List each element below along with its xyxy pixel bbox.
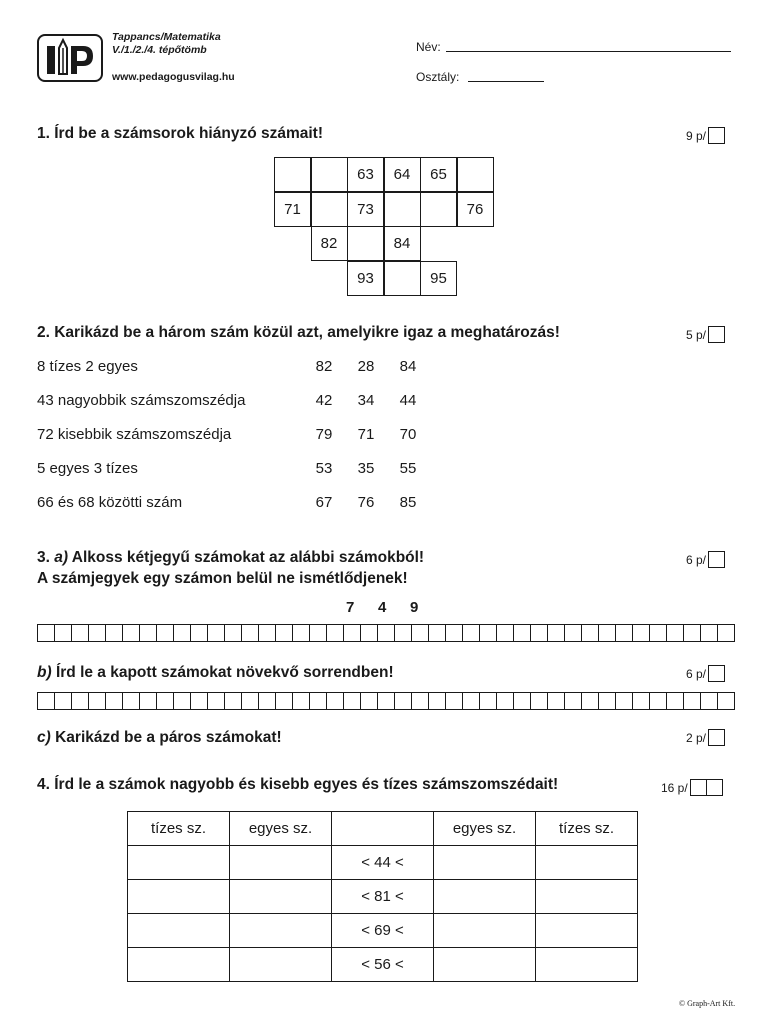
q1-empty-cell[interactable]	[311, 157, 348, 192]
q2-option[interactable]: 44	[399, 392, 417, 409]
answer-cell[interactable]	[230, 948, 332, 982]
answer-cell[interactable]	[666, 624, 684, 642]
answer-cell[interactable]	[428, 692, 446, 710]
name-field[interactable]	[446, 51, 731, 52]
q3-number: 3.	[37, 549, 50, 566]
q2-option[interactable]: 82	[315, 358, 333, 375]
answer-cell[interactable]	[360, 692, 378, 710]
q3b-title	[37, 664, 394, 682]
answer-cell[interactable]	[128, 948, 230, 982]
q3a-answer-cells[interactable]	[37, 624, 734, 642]
answer-cell[interactable]	[37, 692, 55, 710]
q1-number-cell: 71	[274, 192, 311, 227]
q4-middle-cell: < 81 <	[332, 880, 434, 914]
answer-cell[interactable]	[105, 624, 123, 642]
answer-cell[interactable]	[434, 880, 536, 914]
q4-header-cell: tízes sz.	[128, 812, 230, 846]
answer-cell[interactable]	[258, 624, 276, 642]
answer-cell[interactable]	[479, 624, 497, 642]
answer-cell[interactable]	[496, 692, 514, 710]
answer-cell[interactable]	[54, 692, 72, 710]
q1-number-cell: 63	[347, 157, 384, 192]
answer-cell[interactable]	[88, 692, 106, 710]
q3b-letter: b)	[37, 664, 52, 681]
answer-cell[interactable]	[128, 846, 230, 880]
q1-number-cell: 73	[347, 192, 384, 227]
q4-header-cell: egyes sz.	[230, 812, 332, 846]
answer-cell[interactable]	[128, 880, 230, 914]
answer-cell[interactable]	[173, 692, 191, 710]
q1-number-cell: 84	[384, 226, 421, 261]
answer-cell[interactable]	[105, 692, 123, 710]
answer-cell[interactable]	[275, 624, 293, 642]
copyright: © Graph-Art Kft.	[679, 999, 736, 1008]
answer-cell[interactable]	[394, 692, 412, 710]
answer-cell[interactable]	[230, 880, 332, 914]
q3a-line2: A számjegyek egy számon belül ne ismétlődjenek!	[37, 570, 408, 587]
answer-cell[interactable]	[190, 624, 208, 642]
header-booklet: V./1./2./4. tépőtömb	[112, 44, 207, 56]
q1-number-cell: 76	[457, 192, 494, 227]
answer-cell[interactable]	[88, 624, 106, 642]
answer-cell[interactable]	[445, 624, 463, 642]
answer-cell[interactable]	[139, 692, 157, 710]
q2-points-label: 5 p/	[686, 327, 707, 342]
answer-cell[interactable]	[496, 624, 514, 642]
answer-cell[interactable]	[394, 624, 412, 642]
q1-number-cell: 82	[311, 226, 348, 261]
q3c-title	[37, 729, 282, 747]
answer-cell[interactable]	[536, 948, 638, 982]
answer-cell[interactable]	[139, 624, 157, 642]
answer-cell[interactable]	[530, 692, 548, 710]
answer-cell[interactable]	[156, 692, 174, 710]
publisher-logo	[37, 34, 103, 82]
answer-cell[interactable]	[207, 692, 225, 710]
answer-cell[interactable]	[122, 624, 140, 642]
answer-cell[interactable]	[547, 692, 565, 710]
answer-cell[interactable]	[360, 624, 378, 642]
q1-empty-cell[interactable]	[420, 192, 457, 227]
q1-empty-cell[interactable]	[311, 192, 348, 227]
q3b-points	[686, 665, 725, 682]
q2-option[interactable]: 35	[357, 460, 375, 477]
q2-points	[686, 326, 725, 343]
q3b-answer-cells[interactable]	[37, 692, 734, 710]
answer-cell[interactable]	[309, 692, 327, 710]
q2-statement: 72 kisebbik számszomszédja	[37, 426, 232, 443]
q4-middle-cell: < 44 <	[332, 846, 434, 880]
answer-cell[interactable]	[536, 914, 638, 948]
q2-option[interactable]: 76	[357, 494, 375, 511]
answer-cell[interactable]	[292, 624, 310, 642]
answer-cell[interactable]	[513, 624, 531, 642]
q3a-title	[37, 549, 424, 567]
answer-cell[interactable]	[683, 624, 701, 642]
answer-cell[interactable]	[434, 948, 536, 982]
q3a-points-label: 6 p/	[686, 552, 707, 567]
answer-cell[interactable]	[462, 624, 480, 642]
q4-row	[128, 948, 638, 982]
answer-cell[interactable]	[71, 624, 89, 642]
answer-cell[interactable]	[649, 624, 667, 642]
q2-score-box[interactable]	[708, 326, 725, 343]
q4-row	[128, 880, 638, 914]
answer-cell[interactable]	[411, 624, 429, 642]
answer-cell[interactable]	[224, 692, 242, 710]
answer-cell[interactable]	[207, 624, 225, 642]
answer-cell[interactable]	[309, 624, 327, 642]
answer-cell[interactable]	[190, 692, 208, 710]
answer-cell[interactable]	[377, 624, 395, 642]
answer-cell[interactable]	[632, 692, 650, 710]
answer-cell[interactable]	[128, 914, 230, 948]
q1-number-cell: 65	[420, 157, 457, 192]
q3a-line1: Alkoss kétjegyű számokat az alábbi számokból!	[71, 549, 425, 566]
q2-option[interactable]: 53	[315, 460, 333, 477]
answer-cell[interactable]	[428, 624, 446, 642]
answer-cell[interactable]	[564, 624, 582, 642]
answer-cell[interactable]	[564, 692, 582, 710]
answer-cell[interactable]	[258, 692, 276, 710]
answer-cell[interactable]	[598, 692, 616, 710]
class-field[interactable]	[468, 81, 544, 82]
answer-cell[interactable]	[122, 692, 140, 710]
answer-cell[interactable]	[54, 624, 72, 642]
answer-cell[interactable]	[649, 692, 667, 710]
digit-1: 7	[346, 599, 355, 616]
q2-option[interactable]: 28	[357, 358, 375, 375]
answer-cell[interactable]	[479, 692, 497, 710]
answer-cell[interactable]	[717, 692, 735, 710]
class-label: Osztály:	[416, 70, 460, 84]
answer-cell[interactable]	[241, 692, 259, 710]
q1-empty-cell[interactable]	[384, 261, 421, 296]
name-label: Név:	[416, 40, 441, 54]
q4-row	[128, 846, 638, 880]
q1-empty-cell[interactable]	[347, 226, 384, 261]
q4-score-box-2[interactable]	[706, 779, 723, 796]
q4-score-box-1[interactable]	[690, 779, 707, 796]
q1-empty-cell[interactable]	[457, 157, 494, 192]
answer-cell[interactable]	[615, 692, 633, 710]
answer-cell[interactable]	[173, 624, 191, 642]
q4-header-cell: egyes sz.	[434, 812, 536, 846]
q2-option[interactable]: 55	[399, 460, 417, 477]
q4-middle-cell: < 56 <	[332, 948, 434, 982]
answer-cell[interactable]	[581, 624, 599, 642]
q3a-letter: a)	[54, 549, 69, 566]
answer-cell[interactable]	[700, 692, 718, 710]
answer-cell[interactable]	[434, 914, 536, 948]
q1-points-label: 9 p/	[686, 128, 707, 143]
answer-cell[interactable]	[343, 692, 361, 710]
answer-cell[interactable]	[513, 692, 531, 710]
q4-points	[661, 779, 723, 796]
answer-cell[interactable]	[377, 692, 395, 710]
answer-cell[interactable]	[445, 692, 463, 710]
answer-cell[interactable]	[292, 692, 310, 710]
q3c-points	[686, 729, 725, 746]
answer-cell[interactable]	[547, 624, 565, 642]
q2-option[interactable]: 34	[357, 392, 375, 409]
answer-cell[interactable]	[37, 624, 55, 642]
q2-option[interactable]: 79	[315, 426, 333, 443]
q4-table	[127, 811, 638, 982]
answer-cell[interactable]	[462, 692, 480, 710]
q4-title: 4. Írd le a számok nagyobb és kisebb egyes és tízes számszomszédait!	[37, 776, 559, 793]
q2-statement: 66 és 68 közötti szám	[37, 494, 183, 511]
q4-header-cell: tízes sz.	[536, 812, 638, 846]
answer-cell[interactable]	[71, 692, 89, 710]
q3c-points-label: 2 p/	[686, 730, 707, 745]
answer-cell[interactable]	[598, 624, 616, 642]
q1-number-cell: 64	[384, 157, 421, 192]
answer-cell[interactable]	[717, 624, 735, 642]
q2-statement: 43 nagyobbik számszomszédja	[37, 392, 246, 409]
q3a-score-box[interactable]	[708, 551, 725, 568]
answer-cell[interactable]	[230, 914, 332, 948]
answer-cell[interactable]	[275, 692, 293, 710]
q2-statement: 5 egyes 3 tízes	[37, 460, 138, 477]
answer-cell[interactable]	[241, 624, 259, 642]
q2-title: 2. Karikázd be a három szám közül azt, amelyikre igaz a meghatározás!	[37, 324, 560, 341]
q1-empty-cell[interactable]	[384, 192, 421, 227]
q3b-points-label: 6 p/	[686, 666, 707, 681]
answer-cell[interactable]	[683, 692, 701, 710]
q3b-score-box[interactable]	[708, 665, 725, 682]
q2-option[interactable]: 67	[315, 494, 333, 511]
answer-cell[interactable]	[632, 624, 650, 642]
q1-number-cell: 93	[347, 261, 384, 296]
q4-middle-cell: < 69 <	[332, 914, 434, 948]
q4-points-label: 16 p/	[661, 780, 688, 795]
q3c-text: Karikázd be a páros számokat!	[55, 729, 282, 746]
q2-option[interactable]: 84	[399, 358, 417, 375]
answer-cell[interactable]	[536, 880, 638, 914]
q4-header-cell	[332, 812, 434, 846]
answer-cell[interactable]	[326, 624, 344, 642]
answer-cell[interactable]	[434, 846, 536, 880]
answer-cell[interactable]	[343, 624, 361, 642]
answer-cell[interactable]	[581, 692, 599, 710]
pencil-logo-icon	[39, 36, 101, 80]
answer-cell[interactable]	[224, 624, 242, 642]
answer-cell[interactable]	[230, 846, 332, 880]
q3c-score-box[interactable]	[708, 729, 725, 746]
answer-cell[interactable]	[700, 624, 718, 642]
digit-3: 9	[410, 599, 419, 616]
q1-score-box[interactable]	[708, 127, 725, 144]
answer-cell[interactable]	[536, 846, 638, 880]
q2-statement: 8 tízes 2 egyes	[37, 358, 138, 375]
answer-cell[interactable]	[530, 624, 548, 642]
q1-points	[686, 127, 725, 144]
q3b-text: Írd le a kapott számokat növekvő sorrendben!	[55, 664, 394, 681]
header-series: Tappancs/Matematika	[112, 31, 221, 43]
q2-option[interactable]: 71	[357, 426, 375, 443]
answer-cell[interactable]	[326, 692, 344, 710]
q2-option[interactable]: 70	[399, 426, 417, 443]
q2-option[interactable]: 42	[315, 392, 333, 409]
q4-row	[128, 914, 638, 948]
q4-header-row	[128, 812, 638, 846]
digit-2: 4	[378, 599, 387, 616]
answer-cell[interactable]	[666, 692, 684, 710]
q1-empty-cell[interactable]	[274, 157, 311, 192]
answer-cell[interactable]	[615, 624, 633, 642]
q3a-points	[686, 551, 725, 568]
q1-title: 1. Írd be a számsorok hiányzó számait!	[37, 125, 323, 142]
answer-cell[interactable]	[156, 624, 174, 642]
q2-option[interactable]: 85	[399, 494, 417, 511]
header-website: www.pedagogusvilag.hu	[112, 71, 235, 83]
q1-number-cell: 95	[420, 261, 457, 296]
q3c-letter: c)	[37, 729, 51, 746]
answer-cell[interactable]	[411, 692, 429, 710]
